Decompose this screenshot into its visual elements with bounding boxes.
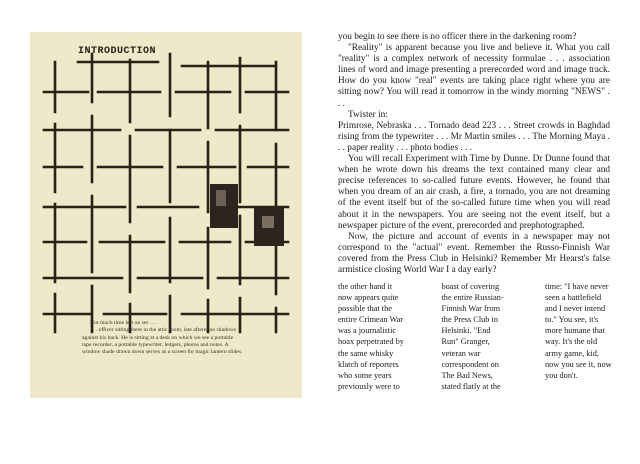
- column-line: to." You see, it's: [545, 315, 599, 325]
- column-line: boast of covering: [441, 282, 500, 291]
- paragraph: You will recall Experiment with Time by Dunne. Dr Dunne found that when he wrote down his dreams the text contained many clear and precise references to so-called future events. However, he found that when you dream of an air crash, a fire, a tornado, you are not dreaming of the event itself but of the so-called future time when you will read about it in the newspapers. You are seeing not the event itself, but a newspaper picture of the event, prerecorded and prephotographed.: [338, 154, 610, 231]
- column-line: The Bad News,: [441, 370, 493, 380]
- column-line: Helsinki. "End: [441, 326, 491, 336]
- section-heading: INTRODUCTION: [78, 46, 157, 57]
- photo-caption: [30, 320, 302, 370]
- column-line: more humane that: [545, 326, 605, 336]
- column-line: entire Crimean War: [338, 315, 404, 325]
- paragraph: "Reality" is apparent because you live and believe it. What you call "reality" is a complex network of necessity formulae . . . association lines of word and image presenting a prerecorded word and image track. How do you know "real" events are taking place right where you are sitting now? You will read it tomorrow in the windy morning "NEWS" . . .: [338, 43, 610, 109]
- right-page-text: [338, 32, 610, 432]
- text-column-2: [442, 281, 507, 392]
- column-line: you don't.: [545, 370, 578, 380]
- column-line: Finnish War from: [441, 304, 501, 314]
- column-line: now appears quite: [338, 293, 399, 303]
- caption-line: . . . officer sitting there in the attic room, late afternoon shadows: [90, 327, 237, 334]
- text-column-1: [338, 281, 403, 392]
- column-line: correspondent on: [441, 359, 499, 369]
- caption-line: against his back. He is sitting at a desk on which we see a portable: [82, 334, 234, 341]
- column-line: veteran war: [441, 348, 481, 358]
- caption-line: Not much time left on set . . .: [90, 320, 157, 326]
- column-line: seen a battlefield: [545, 293, 602, 303]
- column-line: army game, kid,: [545, 348, 599, 358]
- column-line: stated flatly at the: [441, 381, 501, 391]
- three-column-text: [338, 281, 610, 392]
- paragraph: Twister in:: [348, 109, 388, 120]
- paragraph: Primrose, Nebraska . . . Tornado dead 223 . . . Street crowds in Baghdad rising from the typewriter . . . Mr Martin smiles . . . The Morning Maya . . . paper reality . . . photo bodies . . .: [338, 120, 610, 153]
- column-line: possible that the: [338, 304, 392, 314]
- paragraph: you begin to see there is no officer there in the darkening room?: [338, 32, 577, 42]
- column-line: and I never intend: [545, 304, 606, 314]
- column-line: time: "I have never: [545, 282, 609, 291]
- column-line: previously were to: [338, 381, 400, 391]
- caption-line: tape recorder, a portable typewriter, ledgers, photos and notes. A: [82, 341, 229, 348]
- column-line: now you see it, now: [545, 359, 612, 369]
- column-line: the other hand it: [338, 282, 393, 291]
- grid-line: [78, 62, 276, 66]
- body-text: [338, 32, 610, 276]
- column-line: hoax perpetrated by: [338, 337, 404, 347]
- column-line: the entire Russian-: [441, 293, 504, 303]
- paragraph: Now, the picture and account of events in a newspaper may not correspond to the "actual" event. Remember the Russo-Finnish War covered from the Press Club in Helsinki? Remember Mr Hearst's false armistice closing World War I a day early?: [338, 231, 610, 275]
- caption-line: window shade drawn down serves as a screen for magic lantern slides.: [82, 349, 243, 356]
- column-line: who some years: [338, 370, 392, 380]
- text-column-3: [545, 281, 610, 392]
- column-line: Run" Granger,: [441, 337, 490, 347]
- left-page-scan: [30, 32, 302, 398]
- column-line: the Press Club in: [441, 315, 498, 325]
- column-line: the same whisky: [338, 348, 394, 358]
- column-line: klatch of reporters: [338, 359, 399, 369]
- column-line: was a journalistic: [338, 326, 397, 336]
- column-line: way. It's the old: [545, 337, 598, 347]
